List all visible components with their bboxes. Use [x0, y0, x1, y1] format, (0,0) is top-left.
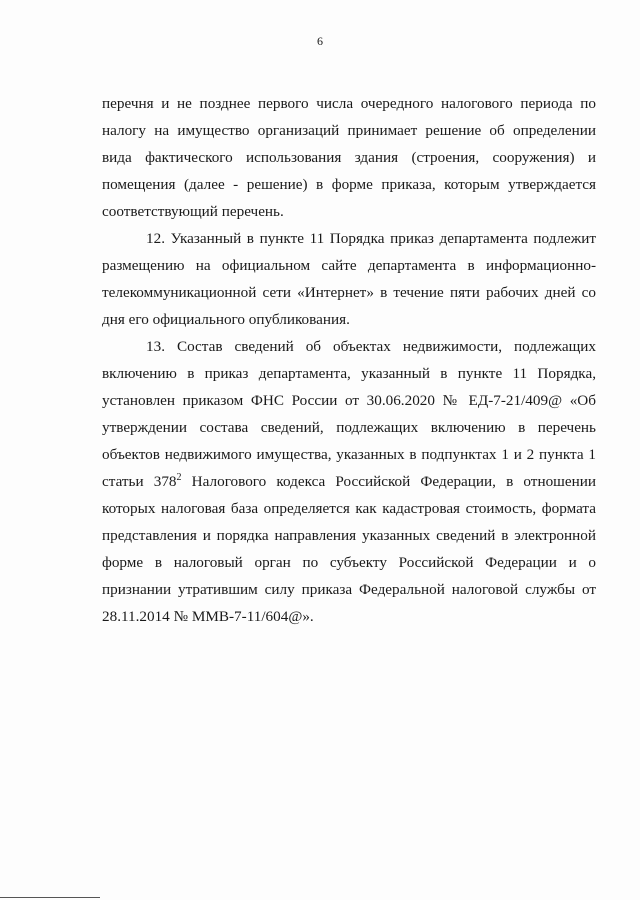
- footer-rule: [0, 897, 100, 898]
- document-body: [102, 90, 596, 630]
- superscript-index: 2: [176, 471, 182, 483]
- page-number: 6: [317, 34, 323, 48]
- paragraph-13: [102, 333, 596, 630]
- paragraph-13-part-1: 13. Состав сведений об объектах недвижимости, подлежащих включению в приказ департамента, указанный в пункте 11 Порядка, установлен приказом ФНС России от 30.06.2020 № ЕД-7-21/409@ «Об утверждении состава сведений, подлежащих включению в перечень объектов недвижимого имущества, указанных в подпунктах 1 и 2 пункта 1 статьи 378: [102, 338, 596, 490]
- paragraph-12: 12. Указанный в пункте 11 Порядка приказ департамента подлежит размещению на официальном сайте департамента в информационно-телекоммуникационной сети «Интернет» в течение пяти рабочих дней со дня его официального опубликования.: [102, 230, 596, 328]
- paragraph-continuation: перечня и не позднее первого числа очередного налогового периода по налогу на имущество организаций принимает решение об определении вида фактического использования здания (строения, сооружения) и помещения (далее - решение) в форме приказа, которым утверждается соответствующий перечень.: [102, 95, 596, 220]
- paragraph-13-part-2: Налогового кодекса Российской Федерации, в отношении которых налоговая база определяется как кадастровая стоимость, формата представления и порядка направления указанных сведений в электронной форме в налоговый орган по субъекту Российской Федерации и о признании утратившим силу приказа Федеральной налоговой службы от 28.11.2014 № ММВ-7-11/604@».: [102, 473, 596, 625]
